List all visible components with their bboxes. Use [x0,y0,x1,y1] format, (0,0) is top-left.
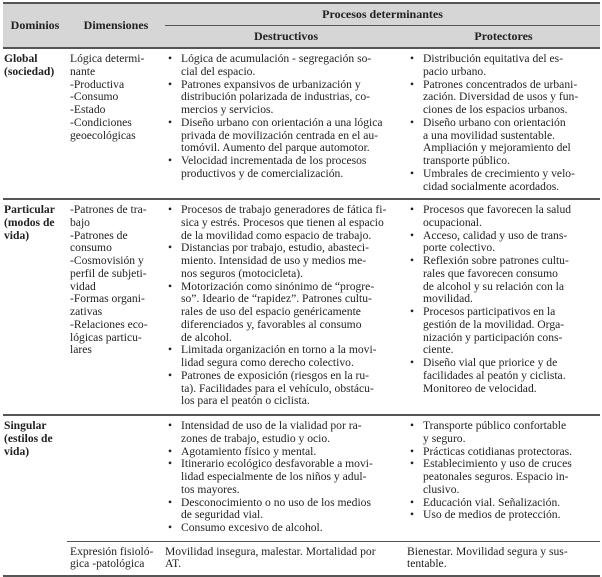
list-item: • Procesos que favorecen la salud ocupacional. [407,204,600,230]
list-item: • Patrones de exposición (riesgos en la ru- ta). Facilidades para el vehículo, obstácu- los para el peatón o ciclista. [165,370,407,408]
destructivos-cell [165,415,407,541]
destructivos-cell: Movilidad insegura, malestar. Mortalidad por AT. [165,541,407,576]
list-item: • Diseño vial que priorice y de facilidades al peatón y ciclista. Monitoreo de velocidad. [407,357,600,395]
protectores-cell [407,415,600,541]
list-item: • Reflexión sobre patrones cultu- rales que favorecen consumo de alcohol y su relación con la movilidad. [407,255,600,306]
table-row-particular [3,199,600,415]
list-item: • Diseño urbano con orientación a una movilidad sustentable. Ampliación y mejoramiento del transporte público. [407,117,600,168]
list-item: • Agotamiento físico y mental. [165,446,407,459]
list-item: • Umbrales de crecimiento y velo- cidad socialmente acordados. [407,168,600,194]
list-item: • Prácticas cotidianas protectoras. [407,446,600,459]
list-item: • Velocidad incrementada de los procesos productivos y de comercialización. [165,155,407,181]
list-item: • Consumo excesivo de alcohol. [165,522,407,535]
dominio-cell: Particular (modos de vida) [4,203,55,242]
dimensiones-cell: Lógica determi- nante -Productiva -Consumo -Estado -Condiciones geoecológicas [70,52,145,142]
list-item: • Distribución equitativa del es- pacio urbano. [407,53,600,79]
list-item: • Itinerario ecológico desfavorable a movi- lidad especialmente de los niños y adul- tos mayores. [165,458,407,496]
list-item: • Educación vial. Señalización. [407,497,600,510]
list-item: • Procesos de trabajo generadores de fática fi- sica y estrés. Procesos que tienen al espacio de la movilidad como espacio de trabajo. [165,204,407,242]
header-protectores: Protectores [407,26,600,49]
list-item: • Lógica de acumulación - segregación so- cial del espacio. [165,53,407,79]
destructivos-cell [165,48,407,199]
protectores-cell: Bienestar. Movilidad segura y sus- tentable. [407,541,600,576]
list-item: • Patrones expansivos de urbanización y distribución polarizada de industrias, co- mercios y servicios. [165,79,407,117]
empty-cell [3,541,67,576]
dominio-cell: Singular (estilos de vida) [4,419,53,458]
list-item: • Desconocimiento o no uso de los medios de seguridad vial. [165,497,407,523]
list-item: • Uso de medios de protección. [407,509,600,522]
list-item: • Procesos participativos en la gestión de la movilidad. Orga- nización y participación cons- ciente. [407,306,600,357]
protectores-cell [407,48,600,199]
protectores-cell [407,199,600,415]
list-item: • Acceso, calidad y uso de trans- porte colectivo. [407,230,600,256]
list-item: • Diseño urbano con orientación a una lógica privada de movilización centrada en el au- tomóvil. Aumento del parque automotor. [165,117,407,155]
dimensiones-cell: Expresión fisioló- gica -patológica [67,541,165,576]
dimensiones-cell: -Patrones de tra- bajo -Patrones de consumo -Cosmovisión y perfil de subjeti- vidad -Formas organi- zativas -Relaciones eco- lógicas particu- lares [70,203,148,357]
table-row-singular [3,415,600,541]
header-dimensiones: Dimensiones [67,3,165,48]
list-item: • Transporte público confortable y seguro. [407,420,600,446]
list-item: • Intensidad de uso de la vialidad por ra- zones de trabajo, estudio y ocio. [165,420,407,446]
list-item: • Establecimiento y uso de cruces peatonales seguros. Espacio in- clusivo. [407,458,600,496]
dominio-cell: Global (sociedad) [4,52,55,78]
list-item: • Limitada organización en torno a la movi- lidad segura como derecho colectivo. [165,344,407,370]
list-item: • Distancias por trabajo, estudio, abasteci- miento. Intensidad de uso y medios me- nos seguros (motocicleta). [165,242,407,280]
header-procesos-determinantes: Procesos determinantes [165,3,600,26]
destructivos-cell [165,199,407,415]
table-row-expresion [3,541,600,576]
procesos-determinantes-table [3,2,600,577]
header-dominios: Dominios [3,3,67,48]
table-row-global [3,48,600,199]
list-item: • Patrones concentrados de urbani- zación. Diversidad de usos y fun- ciones de los espacios urbanos. [407,79,600,117]
dimensiones-cell [67,415,165,541]
header-destructivos: Destructivos [165,26,407,49]
list-item: • Motorización como sinónimo de “progre- so”. Ideario de “rapidez”. Patrones cultu- rales de uso del espacio genéricamente diferenciados y, favorables al consumo de alcohol. [165,281,407,345]
